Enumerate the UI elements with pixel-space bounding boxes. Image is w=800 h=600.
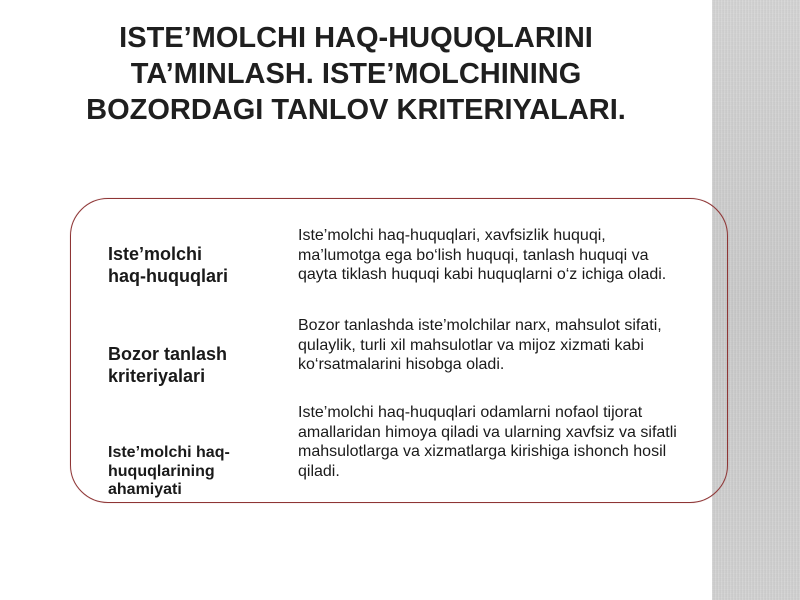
title-line: BOZORDAGI TANLOV KRITERIYALARI.	[86, 94, 626, 126]
row-text-line: qiladi.	[298, 462, 340, 480]
row-label-market-criteria	[108, 343, 227, 387]
row-text-line: qulaylik, turli xil mahsulotlar va mijoz xizmati kabi	[298, 336, 644, 354]
row-text-line: Iste’molchi haq-huquqlari, xavfsizlik huquqi,	[298, 227, 606, 244]
row-label-line: Bozor tanlash	[108, 344, 228, 364]
row-text-line: mahsulotlarga va xizmatlarga kirishiga ishonch hosil	[298, 443, 667, 460]
row-text-line: ma’lumotga ega bo‘lish huquqi, tanlash huquqi va	[298, 246, 649, 264]
row-label-line: Iste’molchi	[108, 244, 203, 264]
row-text-market-criteria	[298, 316, 662, 375]
title-line: ISTE’MOLCHI HAQ-HUQUQLARINI	[119, 22, 593, 54]
row-text-line: Bozor tanlashda iste’molchilar narx, mahsulot sifati,	[298, 317, 662, 334]
row-text-consumer-rights	[298, 226, 666, 285]
row-label-line: haq-huquqlari	[108, 266, 228, 286]
slide-title	[0, 20, 712, 128]
row-text-line: amallaridan himoya qiladi va ularning xavfsiz va sifatli	[298, 423, 677, 441]
row-label-line: kriteriyalari	[108, 366, 206, 386]
title-line: TA’MINLASH. ISTE’MOLCHINING	[130, 58, 582, 90]
row-label-line: ahamiyati	[108, 481, 182, 498]
row-label-rights-importance	[108, 444, 230, 500]
row-label-line: Iste’molchi haq-	[108, 444, 230, 461]
row-text-line: ko‘rsatmalarini hisobga oladi.	[298, 356, 505, 373]
row-text-rights-importance	[298, 403, 677, 481]
row-text-line: qayta tiklash huquqi kabi huquqlarni o‘z ichiga oladi.	[298, 266, 667, 283]
row-text-line: Iste’molchi haq-huquqlari odamlarni nofaol tijorat	[298, 404, 643, 421]
row-label-consumer-rights	[108, 243, 228, 287]
row-label-line: huquqlarining	[108, 462, 215, 480]
